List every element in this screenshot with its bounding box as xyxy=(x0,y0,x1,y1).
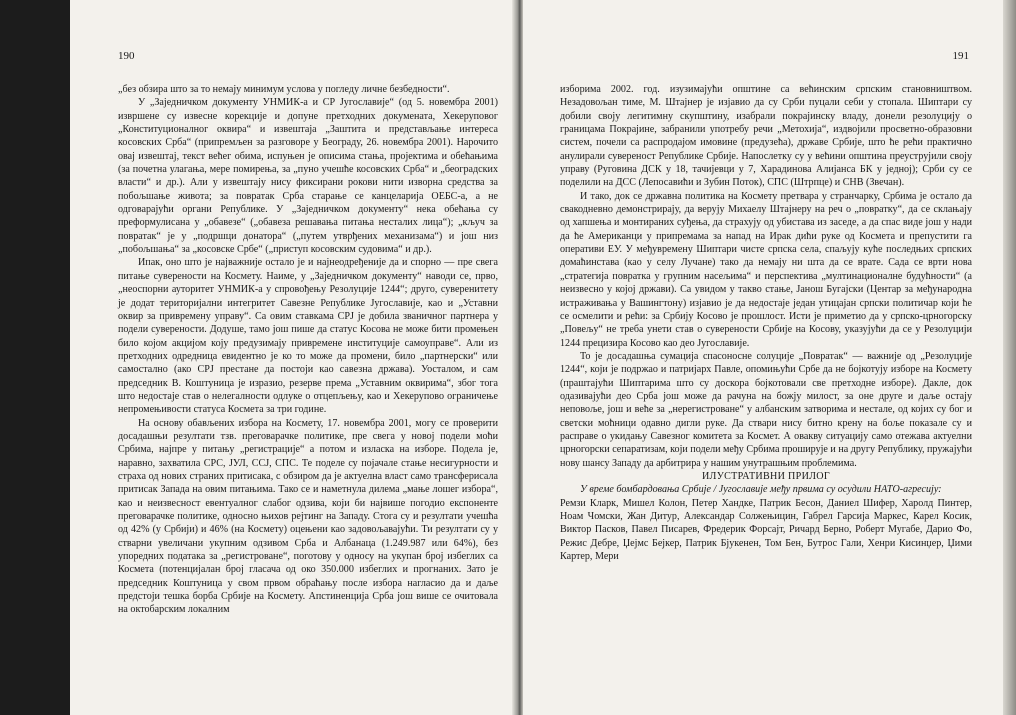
names-list: Ремзи Кларк, Мишел Колон, Петер Хандке, Патрик Бесон, Даниел Шифер, Харолд Пинтер, Ноам Чомски, Жан Дитур, Александар Солжењицин, Габрел Гарсија Маркес, Карел Косик, Виктор Пасков, Павел Писарев, Фредерик Форсајт, Ричард Берно, Роберт Мугабе, Дарио Фо, Режис Дебре, Џејмс Бејкер, Патрик Бјукенен, Том Бен, Бутрос Гали, Хенри Кисинџер, Џими Картер, Мери xyxy=(560,497,972,563)
left-page-text xyxy=(118,83,498,617)
page-number-right: 191 xyxy=(952,50,969,62)
left-paragraph-4: На основу обављених избора на Космету, 17. новембра 2001, могу се проверити досадашњи резултати тзв. преговарачке политике, пре свега у новој подели моћи Србима, најпре у питању „регистрације“ а потом и изласка на изборе. Подела је, наравно, захватила СРС, ЈУЛ, ССЈ, СПС. Те поделе су појачале стање несигурности и страха од нових страних притисака, с обзиром да је актуелна власт само трансферисала притисак Запада на овим питањима. Тако се и наметнула дилема „мање лошег избора“, као и неизвесност евентуалног слабог одзива, који би највише погодио експоненте преговарачке политике, односно њихов рејтинг на Западу. Стога су и резултати учешћа од 42% (у Србији) и 46% (на Космету) оцењени као задовољавајући. Ти резултати су у стварни увеличани укупним одзивом Срба и Албанаца (1.249.987 или 64%), без упоредних података за „регистроване“, поготову у односу на укупан број избеглих са Космета (потенцијалан број гласача од око 350.000 избеглих и прогнаних. Зато је председник Коштуница у свом првом обраћању после избора нагласио да и даље предстоји тешка борба Србије на Космету. Апстиненција Срба још више се очитовала на октобарским локалним xyxy=(118,417,498,616)
right-paragraph-2: И тако, док се државна политика на Космету претвара у странчарку, Србима је остало да свакодневно демонстрирају, да верују Михаелу Штајнеру на реч о „повратку“, да се склањају од хапшења и монтираних суђења, да страхују од убистава из заседе, а да спас виде још у нади да ће Американци у припремама за напад на Ирак дићи руке од Космета и препустити га оперативи ЕУ. У међувремену Шиптари чисте српска села, спаљују куће последњих српских домаћинстава (као у селу Лучане) тако да немају ни шта да се врате. Сада се врти нова „стратегија повратка у групним насељима“ и перспектива „мултинационалне будућности“ (а неизвесно у којој држави). Са увидом у такво стање, Јанош Бугајски (Центар за међународна истраживања у Вашингтону) изјавио је да недостаје један утицајан српски политичар који ће се осмелити и рећи: за Србију Косово је прошлост. Исти је приметио да у српско-црногорску „Повељу“ не треба унети став о суверености Србије на Косову, указујући да се у Резолуцији 1244 прецизира Косово као део Југославије. xyxy=(560,190,972,349)
left-paragraph-1: „без обзира што за то немају минимум услова у погледу личне безбедности“. xyxy=(118,84,450,95)
left-paragraph-3: Ипак, оно што је најважније остало је и најнеодређеније да и спорно — пре свега питање суверености на Космету. Наиме, у „Заједничком документу“ наводи се, прво, „неоспорни ауторитет УНМИК-а у спровођењу Резолуције 1244“; друго, суверенитету је додат територијални интегритет Савезне Републике Југославије, као и „Уставни оквир за привремену управу“. Са овим ставкама СРЈ је добила званичног партнера у подели суверености. Додуше, тамо још пише да статус Косова не може бити промењен било којом акцијом коју предузимају привремене институције самоуправе“. Али из претходних одредница евидентно је ко то може да промени, било „партнерски“ или самостално (ако СРЈ престане да постоји као савезна држава). Уосталом, и сам председник В. Коштуница је изразио, резерве према „Уставним оквирима“, због тога што недостаје став о нелегалности одлуке о отцепљењу, као и Хекерупово ограничење непромењивости статуса Космета за три године. xyxy=(118,257,498,416)
section-title: ИЛУСТРАТИВНИ ПРИЛОГ xyxy=(701,470,831,482)
left-page xyxy=(70,0,515,715)
illustration-caption: У време бомбардовања Србије / Југославије међу првима су осудили НАТО-агресију: xyxy=(580,484,942,496)
right-paragraph-3: То је досадашња сумација спасоносне солуције „Повратак“ — важније од „Резолуције 1244“, који је подржао и патријарх Павле, опомињући Србе да не бојкотују изборе на Космету (праштајући Шиптарима што су доскора бојкотовали све претходне изборе). Дакле, док одазивајући део Срба још може да рачуна на божју милост, за оне друге и даље остају неповоље, још и веће за „нерегистроване“ у албанским затворима и нестале, од којих су бог и светски моћници одавно дигли руке. Да ствари нису битно крену на боље показале су и расправе о укидању Савезног комитета за Космет. А овакву ситуацију само отежава актуелни црногорски сепаратизам, који подели међу Србима проширује и на другу Републику, пружајући нову шансу Западу да арбитрира у нашим унутрашњим проблемима. xyxy=(560,350,972,469)
right-page-text xyxy=(560,83,972,563)
left-paragraph-2: У „Заједничком документу УНМИК-а и СР Југославије“ (од 5. новембра 2001) извршене су извесне корекције и допуне претходних докумената, Хекеруповог „Конституционалног оквира“ и извештаја „Заштита и представљање интереса косовских Срба“ (припремљен за разговоре у Београду, 26. новембра 2001). Нарочито овај извештај, текст већег обима, испуњен је описима стања, пројектима и обећањима (за почетна улагања, мере помирења, за „пуно учешће косовских Срба“ и „београдских власти“ и др.). Али у извештају нису фиксирани рокови нити извoрна средства за побољшање живота; за повратак Срба старање се канцеларија ОЕБС-а, а не одговарајући органи Републике. У „Заједничком документу“ нека обећања су преформулисана у „обавезе“ („обавеза решавања питања несталих лица“); „кључ за повратак“ је у „подршци донатора“ („путем утврђених механизама“) и још низ „побољшања“ за „косовске Србе“ („приступ косовским судовима“ и др.). xyxy=(118,97,498,256)
right-page xyxy=(523,0,1003,715)
right-paragraph-1: изборима 2002. год. изузимајући општине са већинским српским становништвом. Незадовољан тиме, М. Штајнер је изјавио да су Срби пуцали себи у стопала. Шиптари су добили своју легитимну скупштину, изабрали покрајинску владу, донели резолуцију о границама Покрајине, забранили употребу речи „Метохија“, издвојили просветно-образовни систем, почели са распродајом имовине (предузећа), државе Србије, што ће рећи практично анулирали сувереност Републике Србије. Напослетку су у већини општина преуструјили своју управу (Руговина ДСК у 18, тачијевци у 7, Харадинова Алијанса БК у једној); Срби су се поделили на ДСС (Лепосавићи и Зубин Поток), СПС (Штрпце) и СНВ (Звечан). xyxy=(560,84,972,189)
page-number-left: 190 xyxy=(118,50,135,62)
page-edge xyxy=(1003,0,1016,715)
